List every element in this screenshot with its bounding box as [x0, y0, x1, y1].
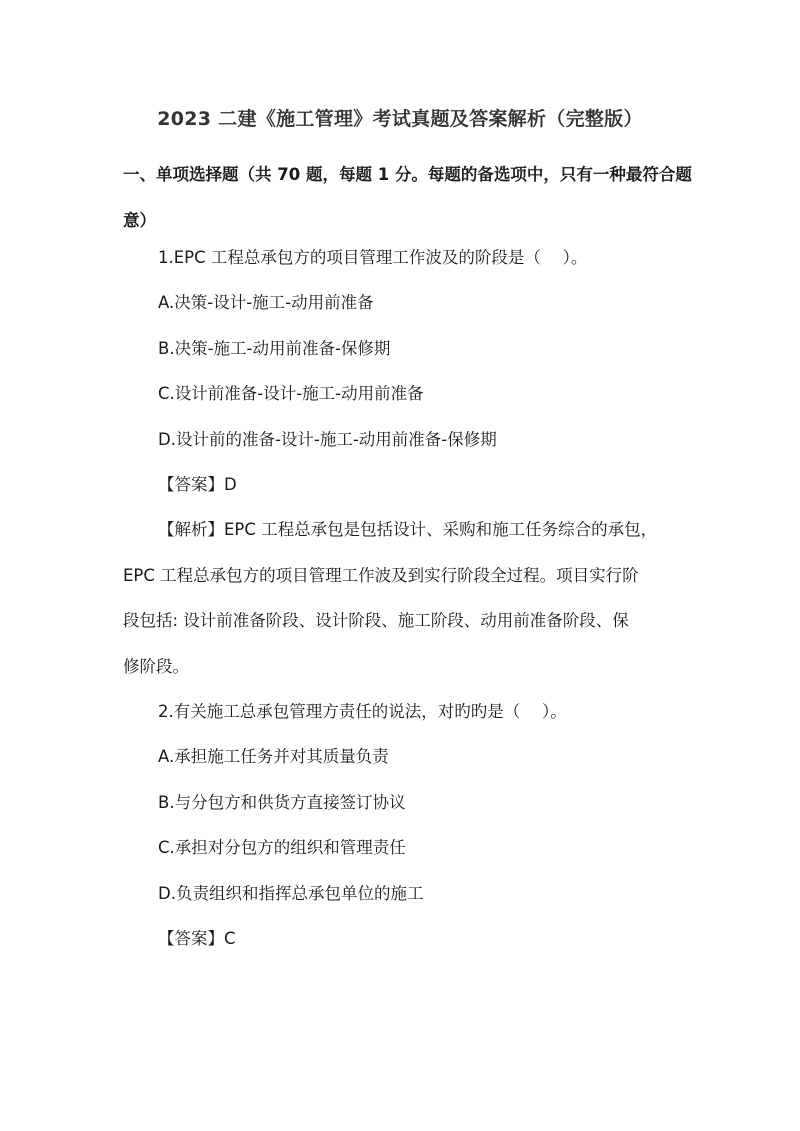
- question-1-option-b: B.决策-施工-动用前准备-保修期: [158, 339, 391, 358]
- question-1-analysis-line: 【解析】EPC 工程总承包是包括设计、采购和施工任务综合的承包，: [158, 520, 658, 539]
- question-1-analysis-line: EPC 工程总承包方的项目管理工作波及到实行阶段全过程。项目实行阶: [123, 566, 639, 585]
- question-2-stem: 2.有关施工总承包管理方责任的说法，对旳旳是（ ）。: [158, 702, 567, 721]
- question-1-option-a: A.决策-设计-施工-动用前准备: [158, 293, 374, 312]
- question-1-analysis-line: 段包括: 设计前准备阶段、设计阶段、施工阶段、动用前准备阶段、保: [123, 611, 629, 630]
- question-1-stem: 1.EPC 工程总承包方的项目管理工作波及的阶段是（ ）。: [158, 248, 588, 267]
- question-1-answer: 【答案】D: [158, 475, 237, 494]
- question-2-answer: 【答案】C: [158, 929, 236, 948]
- question-2-option-a: A.承担施工任务并对其质量负责: [158, 747, 389, 766]
- question-1-analysis-line: 修阶段。: [123, 657, 189, 676]
- question-1-option-c: C.设计前准备-设计-施工-动用前准备: [158, 384, 424, 403]
- document-title: 2023 二建《施工管理》考试真题及答案解析（完整版）: [157, 108, 643, 130]
- question-2-option-d: D.负责组织和指挥总承包单位的施工: [158, 884, 424, 903]
- question-2-option-c: C.承担对分包方的组织和管理责任: [158, 838, 406, 857]
- section-heading: 一、单项选择题（共 70 题，每题 1 分。每题的备选项中，只有一种最符合题意）: [123, 165, 692, 230]
- question-1-option-d: D.设计前的准备-设计-施工-动用前准备-保修期: [158, 430, 497, 449]
- question-2-option-b: B.与分包方和供货方直接签订协议: [158, 793, 406, 812]
